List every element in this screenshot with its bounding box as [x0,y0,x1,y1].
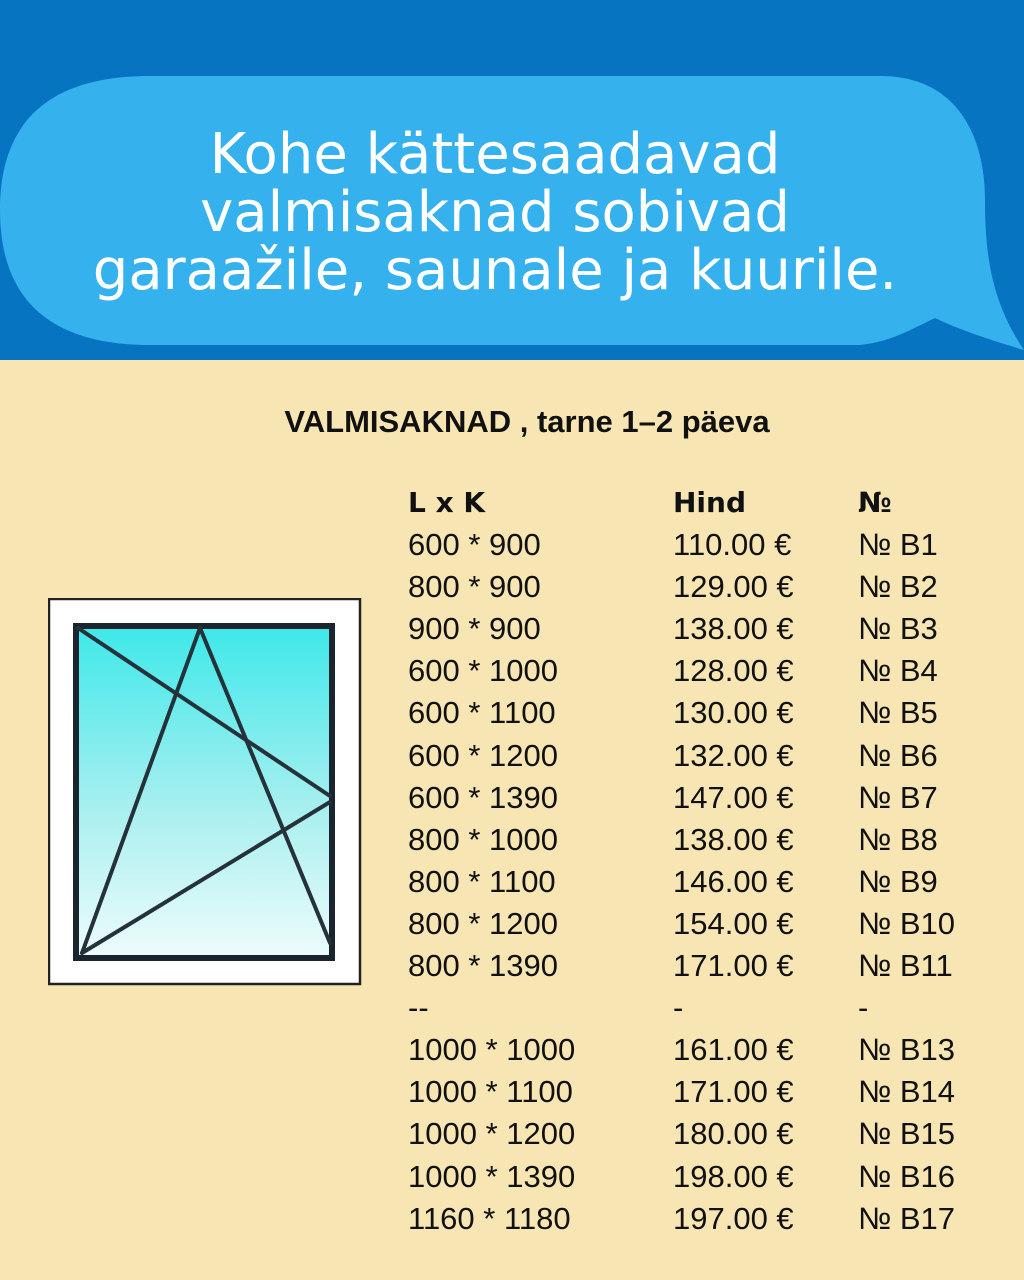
price-cell: 197.00 € [673,1200,794,1236]
price-cell: 171.00 € [673,1074,794,1110]
product-number-cell: № B14 [858,1074,956,1110]
table-row [408,1029,1008,1071]
table-row [408,524,1008,566]
product-number-cell: № B17 [858,1200,956,1236]
price-column-header: Hind [673,486,747,519]
size-cell: 600 * 1390 [408,779,558,815]
size-cell: 1000 * 1000 [408,1032,576,1068]
size-cell: 1000 * 1200 [408,1116,576,1152]
price-cell: 138.00 € [673,821,794,857]
size-cell: 600 * 1100 [408,695,556,731]
table-row [408,692,1008,734]
price-cell: 180.00 € [673,1116,794,1152]
table-row [408,945,1008,987]
product-number-cell: № B9 [858,863,938,899]
size-cell: 1000 * 1100 [408,1074,573,1110]
price-cell: 146.00 € [673,863,794,899]
product-number-cell: № B16 [858,1158,956,1194]
price-cell: 132.00 € [673,737,794,773]
table-row [408,861,1008,903]
table-row [408,735,1008,777]
product-number-cell: № B13 [858,1032,956,1068]
price-cell: 171.00 € [673,948,794,983]
table-row [408,1156,1008,1198]
table-row [408,987,1008,1029]
table-row [408,566,1008,608]
size-cell: 800 * 1000 [408,821,558,857]
size-cell: 1000 * 1390 [408,1158,576,1194]
price-cell: 154.00 € [673,905,794,941]
size-cell: 600 * 900 [408,527,541,562]
page-title: VALMISAKNAD , tarne 1–2 päeva [284,404,770,439]
banner-line: garaažile, saunale ja kuurile. [92,238,898,303]
price-cell: 129.00 € [673,569,794,605]
product-number-cell: № B15 [858,1116,956,1152]
product-number-cell: № B5 [858,695,938,731]
number-column-header: № [858,486,892,519]
size-cell: -- [408,990,429,1026]
product-number-cell: № B2 [858,569,938,605]
banner-line: valmisaknad sobivad [200,180,790,245]
size-cell: 600 * 1000 [408,653,558,689]
price-cell: 138.00 € [673,611,794,647]
table-row [408,1071,1008,1113]
table-header [408,482,1008,524]
product-number-cell: № B7 [858,779,938,815]
product-number-cell: № B1 [858,527,938,562]
table-row [408,608,1008,650]
size-cell: 800 * 1100 [408,863,556,899]
product-number-cell: № B4 [858,653,938,689]
price-cell: 128.00 € [673,653,794,689]
price-cell: - [673,990,684,1026]
banner [0,0,1024,360]
banner-line: Kohe kättesaadavad [209,122,781,187]
table-row [408,903,1008,945]
table-row [408,777,1008,819]
product-number-cell: № B3 [858,611,938,647]
price-cell: 147.00 € [673,779,794,815]
price-cell: 198.00 € [673,1158,794,1194]
table-row [408,1113,1008,1155]
size-cell: 800 * 900 [408,569,541,605]
size-column-header: L x K [408,486,486,519]
banner-headline [60,122,930,303]
product-number-cell: - [858,990,869,1026]
table-row [408,1198,1008,1240]
size-cell: 800 * 1390 [408,948,558,983]
price-cell: 110.00 € [673,527,792,562]
size-cell: 900 * 900 [408,611,541,647]
size-cell: 600 * 1200 [408,737,558,773]
size-cell: 1160 * 1180 [408,1200,571,1236]
product-number-cell: № B10 [858,905,956,941]
price-cell: 161.00 € [673,1032,794,1068]
table-row [408,650,1008,692]
price-cell: 130.00 € [673,695,794,731]
size-cell: 800 * 1200 [408,905,558,941]
tilt-turn-window-icon [48,598,362,986]
product-number-cell: № B8 [858,821,938,857]
product-number-cell: № B11 [858,948,953,983]
product-number-cell: № B6 [858,737,938,773]
table-row [408,819,1008,861]
